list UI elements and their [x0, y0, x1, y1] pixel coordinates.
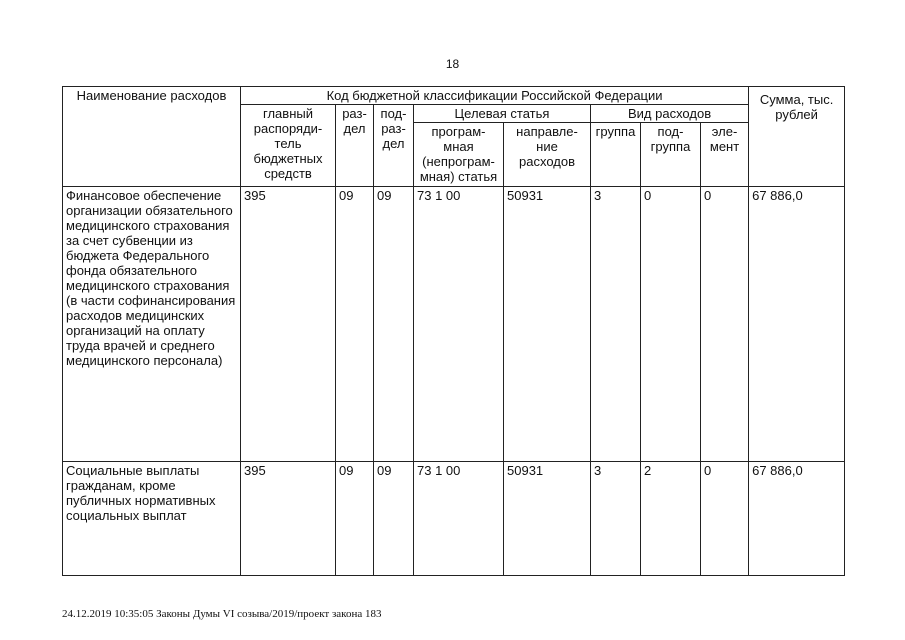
row-subgroup: 0 [641, 187, 701, 462]
row-element: 0 [701, 462, 749, 576]
header-row-1 [63, 87, 845, 105]
row-program: 73 1 00 [414, 187, 504, 462]
row-subgroup: 2 [641, 462, 701, 576]
row-amount: 67 886,0 [749, 187, 845, 462]
header-element: эле-мент [701, 123, 749, 187]
table-row [63, 462, 845, 576]
row-direction: 50931 [504, 187, 591, 462]
row-section: 09 [336, 462, 374, 576]
row-group: 3 [591, 462, 641, 576]
row-name: Финансовое обеспечение организации обязательного медицинского страхования за счет субвенции из бюджета Федерального фонда обязательного медицинского страхования (в части софинансирования расходов медицинских организаций на оплату труда врачей и среднего медицинского персонала) [63, 187, 241, 462]
header-program-article: програм-мная (непрограм-мная) статья [414, 123, 504, 187]
page-number: 18 [445, 57, 460, 71]
header-amount: Сумма, тыс. рублей [749, 87, 845, 187]
header-target-article: Целевая статья [414, 105, 591, 123]
row-element: 0 [701, 187, 749, 462]
header-classification: Код бюджетной классификации Российской Федерации [241, 87, 749, 105]
row-section: 09 [336, 187, 374, 462]
header-direction: направле-ние расходов [504, 123, 591, 187]
document-footer: 24.12.2019 10:35:05 Законы Думы VI созыва/2019/проект закона 183 [62, 608, 382, 620]
row-direction: 50931 [504, 462, 591, 576]
row-chief: 395 [241, 462, 336, 576]
header-expense-type: Вид расходов [591, 105, 749, 123]
row-subsection: 09 [374, 187, 414, 462]
row-name: Социальные выплаты гражданам, кроме публичных нормативных социальных выплат [63, 462, 241, 576]
header-subsection: под-раз-дел [374, 105, 414, 187]
header-subgroup: под-группа [641, 123, 701, 187]
row-chief: 395 [241, 187, 336, 462]
header-name: Наименование расходов [63, 87, 241, 187]
row-subsection: 09 [374, 462, 414, 576]
row-amount: 67 886,0 [749, 462, 845, 576]
header-section: раз-дел [336, 105, 374, 187]
budget-table [62, 86, 845, 576]
table-row [63, 187, 845, 462]
header-group: группа [591, 123, 641, 187]
row-group: 3 [591, 187, 641, 462]
row-program: 73 1 00 [414, 462, 504, 576]
header-chief-manager: главный распоряди-тель бюджетных средств [241, 105, 336, 187]
